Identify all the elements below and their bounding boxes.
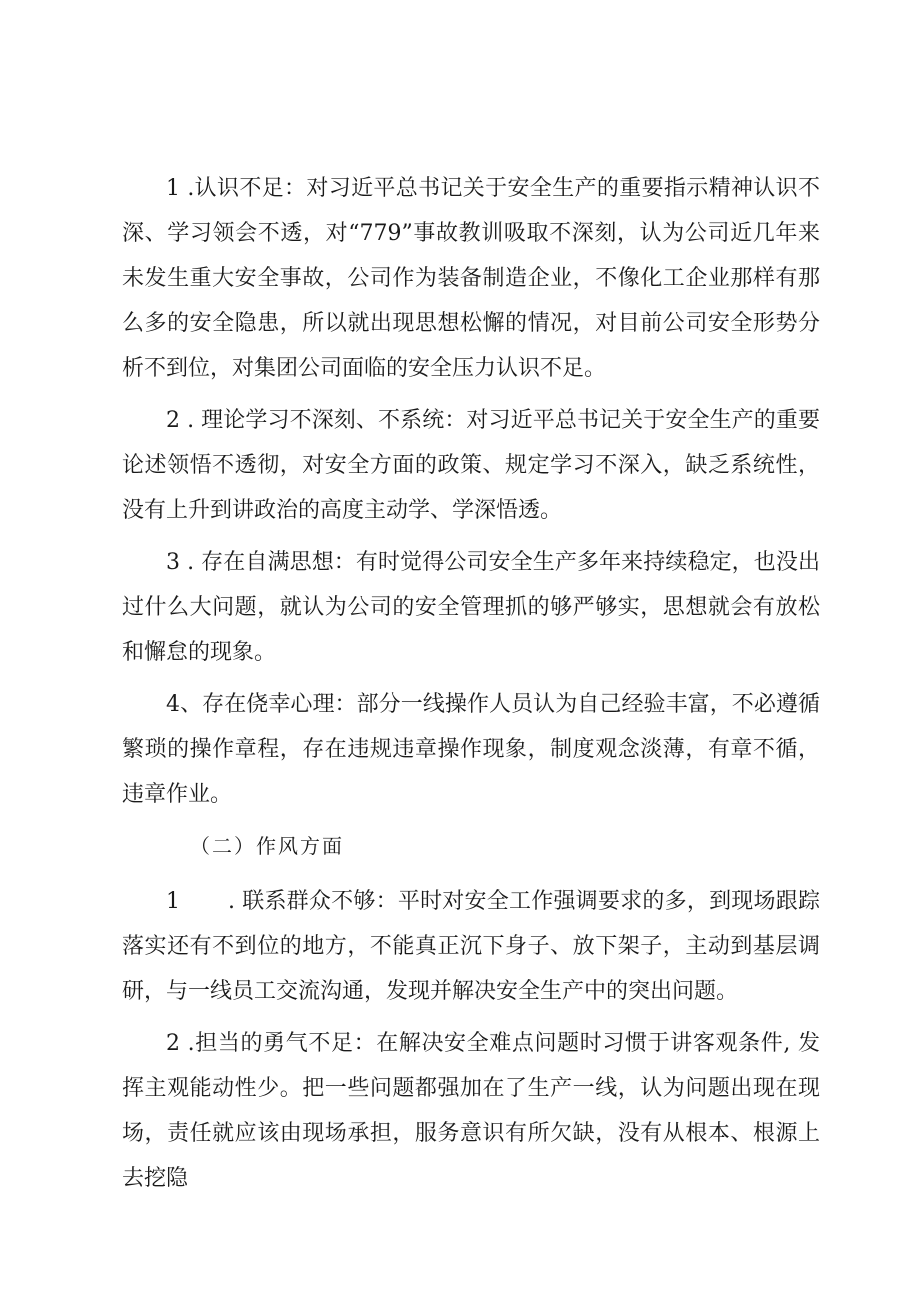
section-heading-work-style: （二）作风方面 xyxy=(190,834,344,858)
paragraph-luck-mentality: 4、存在侥幸心理：部分一线操作人员认为自己经验丰富，不必遵循繁琐的操作章程，存在违规违章操作现象，制度观念淡薄，有章不循，违章作业。 xyxy=(122,692,820,807)
paragraph-contact-masses xyxy=(122,879,820,1014)
paragraph-theory-study: 2 . 理论学习不深刻、不系统：对习近平总书记关于安全生产的重要论述领悟不透彻，对安全方面的政策、规定学习不深入，缺乏系统性，没有上升到讲政治的高度主动学、学深悟透。 xyxy=(122,408,820,523)
paragraph-awareness: 1 .认识不足：对习近平总书记关于安全生产的重要指示精神认识不深、学习领会不透，对“779”事故教训吸取不深刻，认为公司近几年来未发生重大安全事故，公司作为装备制造企业，不像化工企业那样有那么多的安全隐患，所以就出现思想松懈的情况，对目前公司安全形势分析不到位，对集团公司面临的安全压力认识不足。 xyxy=(122,176,820,381)
paragraph-complacency: 3 . 存在自满思想：有时觉得公司安全生产多年来持续稳定，也没出过什么大问题，就认为公司的安全管理抓的够严够实，思想就会有放松和懈怠的现象。 xyxy=(122,550,820,665)
paragraph-contact-masses-text: . 联系群众不够：平时对安全工作强调要求的多，到现场跟踪落实还有不到位的地方，不能真正沉下身子、放下架子，主动到基层调研，与一线员工交流沟通，发现并解决安全生产中的突出问题。 xyxy=(122,889,820,1004)
document-body xyxy=(122,166,820,1208)
paragraph-number: 1 xyxy=(166,889,180,914)
paragraph-courage: 2 .担当的勇气不足：在解决安全难点问题时习惯于讲客观条件, 发挥主观能动性少。把一些问题都强加在了生产一线，认为问题出现在现场，责任就应该由现场承担，服务意识有所欠缺，没有从根本、根源上去挖隐 xyxy=(122,1031,820,1191)
